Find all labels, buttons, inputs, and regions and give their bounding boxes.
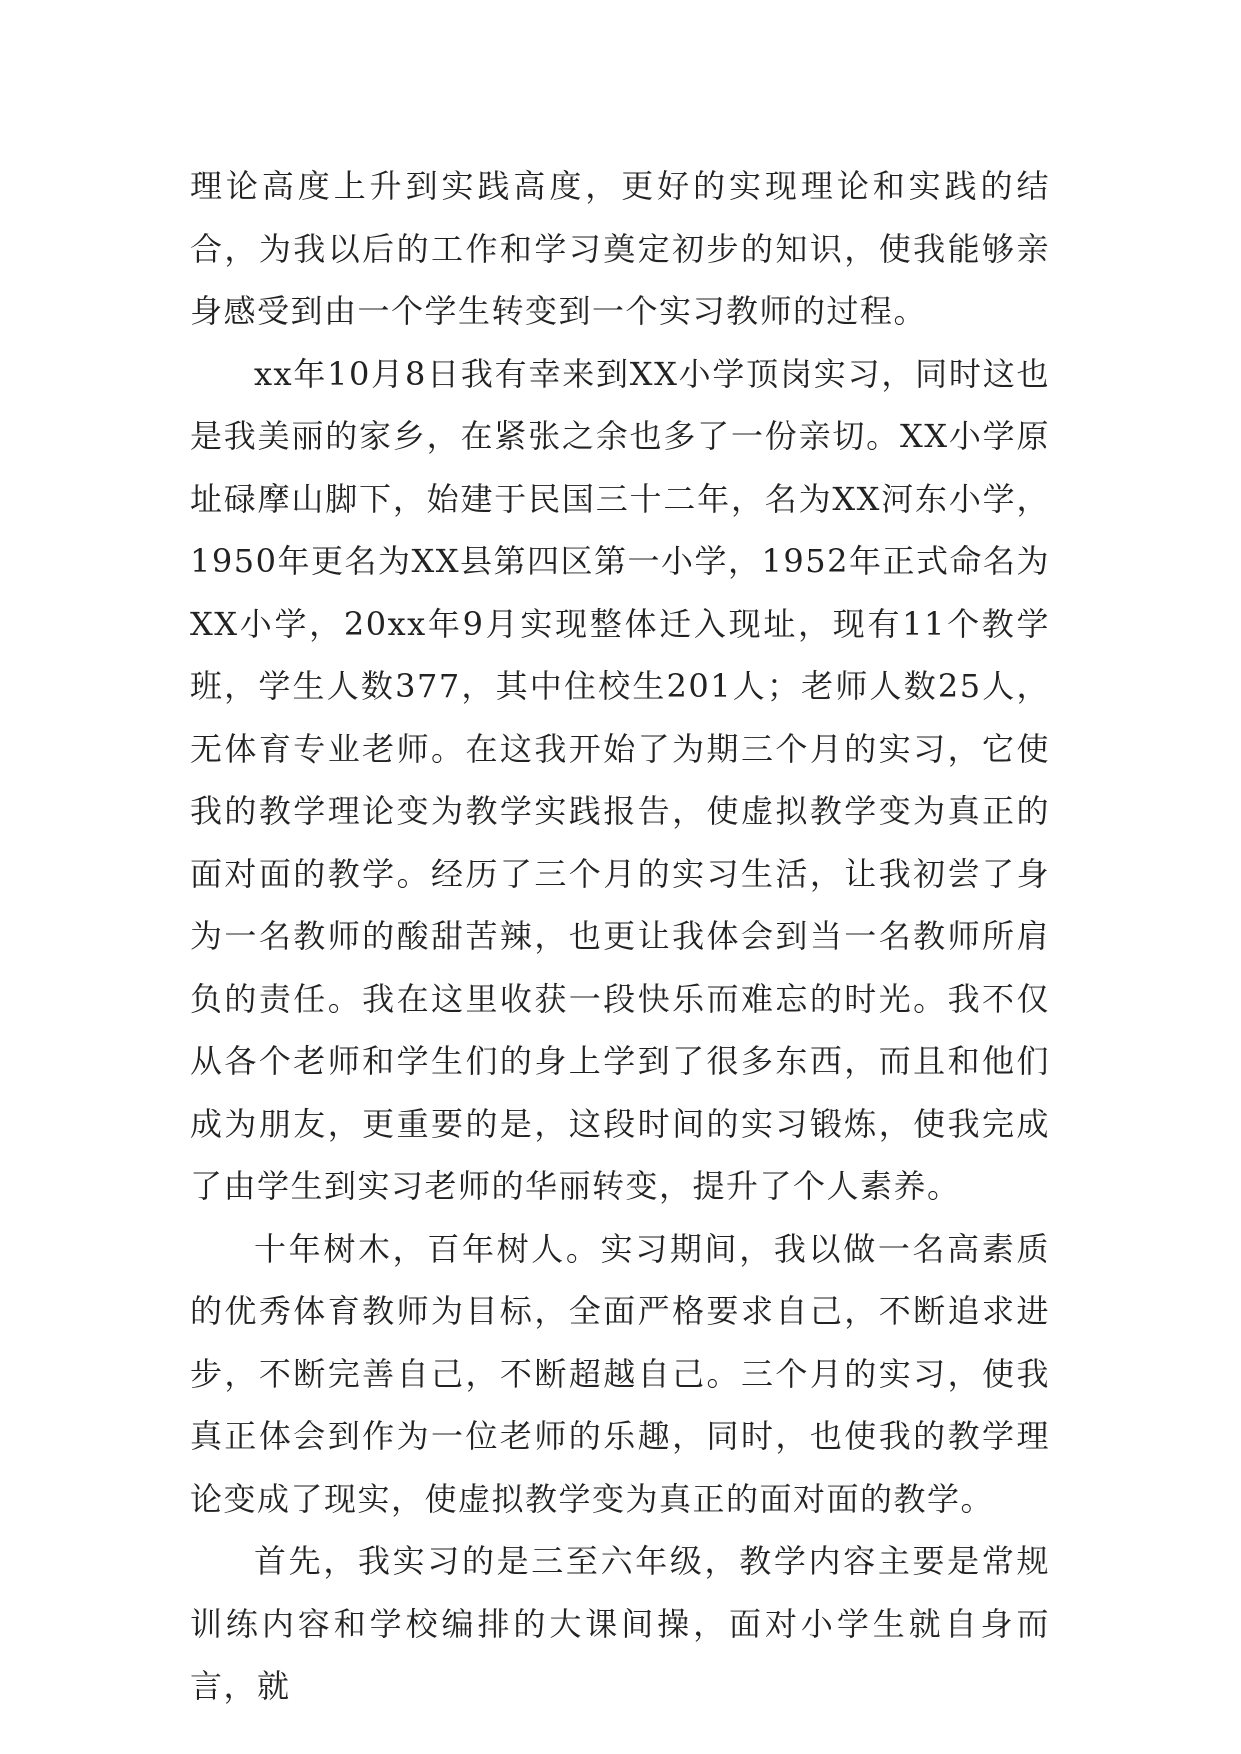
paragraph-1: 理论高度上升到实践高度，更好的实现理论和实践的结合，为我以后的工作和学习奠定初步的知识，使我能够亲身感受到由一个学生转变到一个实习教师的过程。 xyxy=(190,167,1050,330)
paragraph-3: 十年树木，百年树人。实习期间，我以做一名高素质的优秀体育教师为目标，全面严格要求自己，不断追求进步，不断完善自己，不断超越自己。三个月的实习，使我真正体会到作为一位老师的乐趣，同时，也使我的教学理论变成了现实，使虚拟教学变为真正的面对面的教学。 xyxy=(190,1229,1050,1518)
paragraph-2: xx年10月8日我有幸来到XX小学顶岗实习，同时这也是我美丽的家乡，在紧张之余也多了一份亲切。XX小学原址碌摩山脚下，始建于民国三十二年，名为XX河东小学，1950年更名为XX县第四区第一小学，1952年正式命名为XX小学，20xx年9月实现整体迁入现址，现有11个教学班，学生人数377，其中住校生201人；老师人数25人，无体育专业老师。在这我开始了为期三个月的实习，它使我的教学理论变为教学实践报告，使虚拟教学变为真正的面对面的教学。经历了三个月的实习生活，让我初尝了身为一名教师的酸甜苦辣，也更让我体会到当一名教师所肩负的责任。我在这里收获一段快乐而难忘的时光。我不仅从各个老师和学生们的身上学到了很多东西，而且和他们成为朋友，更重要的是，这段时间的实习锻炼，使我完成了由学生到实习老师的华丽转变，提升了个人素养。 xyxy=(190,354,1050,1205)
paragraph-4: 首先，我实习的是三至六年级，教学内容主要是常规训练内容和学校编排的大课间操，面对小学生就自身而言，就 xyxy=(190,1542,1050,1705)
document-body xyxy=(190,155,1050,1718)
